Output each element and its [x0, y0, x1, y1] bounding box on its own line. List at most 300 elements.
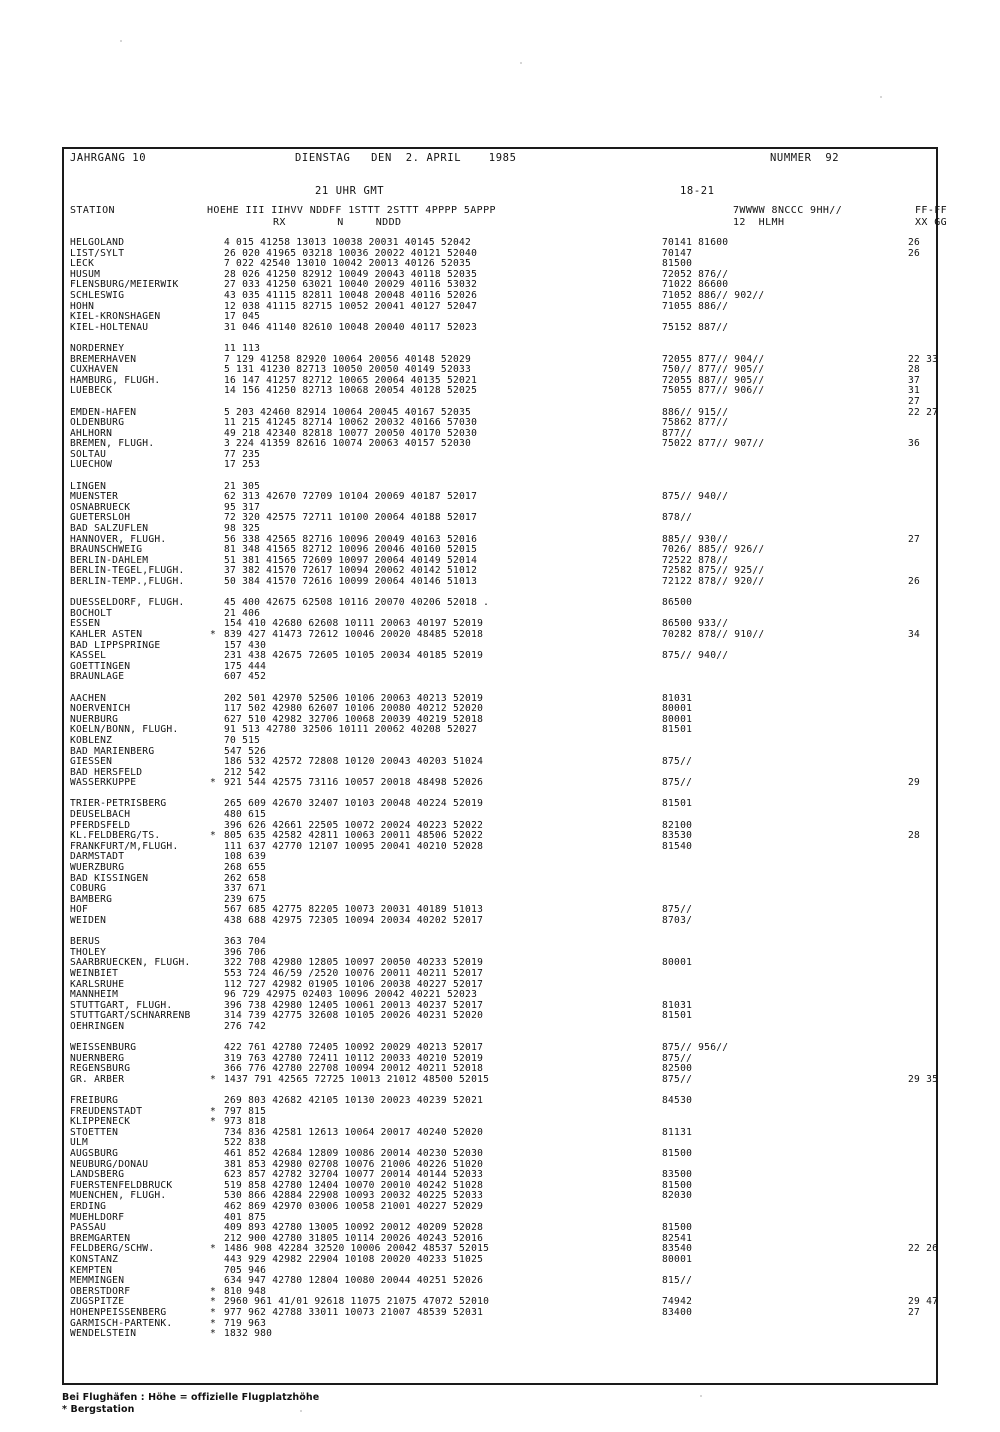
observation-groups: 363 704 [224, 936, 267, 948]
station-name: BREMERHAVEN [70, 353, 137, 365]
table-row [70, 1190, 950, 1201]
table-row [70, 947, 950, 958]
table-row [70, 1032, 950, 1043]
observation-groups: 705 946 [224, 1264, 267, 1276]
weather-cloud-groups: 885// 930// [662, 533, 729, 545]
table-row [70, 1265, 950, 1276]
weather-cloud-groups: 86500 933// [662, 618, 729, 630]
weather-cloud-groups: 83400 [662, 1306, 693, 1318]
mountain-station-marker: * [210, 1073, 217, 1085]
table-row [70, 788, 950, 799]
observation-groups: 462 869 42970 03006 10058 21001 40227 52029 [224, 1201, 484, 1213]
masthead-nummer: NUMMER 92 [770, 152, 840, 164]
observation-groups: 157 430 [224, 639, 267, 651]
station-name: BAD HERSFELD [70, 766, 143, 778]
table-row [70, 640, 950, 651]
station-name: KONSTANZ [70, 1254, 119, 1265]
mountain-station-marker: * [210, 628, 217, 640]
station-name: LIST/SYLT [70, 247, 125, 259]
table-row [70, 724, 950, 735]
table-row [70, 957, 950, 968]
station-name: BERLIN-TEGEL,FLUGH. [70, 565, 185, 577]
weather-cloud-groups: 81500 [662, 1148, 693, 1160]
weather-cloud-groups: 81031 [662, 999, 693, 1011]
column-header-right-line2: 12 HLMH [733, 216, 785, 228]
table-row [70, 926, 950, 937]
table-row [70, 385, 950, 396]
station-name: GUETERSLOH [70, 512, 131, 524]
station-name: BAD LIPPSPRINGE [70, 639, 161, 651]
observation-groups: 21 406 [224, 607, 261, 619]
table-row [70, 798, 950, 809]
station-name: KL.FELDBERG/TS. [70, 830, 161, 842]
observation-groups: 7 022 42540 13010 10042 20013 40126 52035 [224, 258, 472, 270]
weather-cloud-groups: 875// [662, 904, 693, 916]
station-name: FLENSBURG/MEIERWIK [70, 279, 179, 291]
column-header-main-line2: RX N NDDD [273, 216, 402, 228]
table-row [70, 883, 950, 894]
observation-groups: 2960 961 41/01 92618 11075 21075 47072 52010 [224, 1296, 490, 1308]
table-row [70, 851, 950, 862]
table-row [70, 1307, 950, 1318]
observation-groups: 381 853 42980 02708 10076 21006 40226 51020 [224, 1158, 484, 1170]
observation-groups: 51 381 41565 72609 10097 20064 40149 52014 [224, 554, 478, 566]
observation-groups: 62 313 42670 72709 10104 20069 40187 52017 [224, 491, 478, 503]
weather-cloud-groups: 815// [662, 1275, 693, 1287]
table-row [70, 671, 950, 682]
observation-groups: 117 502 42980 62607 10106 20080 40212 52020 [224, 703, 484, 715]
mountain-station-marker: * [210, 1243, 217, 1255]
station-name: WASSERKUPPE [70, 777, 137, 789]
observation-groups: 623 857 42782 32704 10077 20014 40144 52033 [224, 1169, 484, 1181]
observation-groups: 553 724 46/59 /2520 10076 20011 40211 52017 [224, 967, 484, 979]
table-row [70, 491, 950, 502]
station-name: KIEL-KRONSHAGEN [70, 311, 161, 323]
table-row [70, 820, 950, 831]
footnote-2: * Bergstation [62, 1404, 135, 1415]
station-name: LUEBECK [70, 385, 113, 397]
station-name: LANDSBERG [70, 1169, 125, 1181]
table-row [70, 1095, 950, 1106]
station-name: MUENCHEN, FLUGH. [70, 1190, 167, 1202]
wind-gust-values: 34 [908, 628, 921, 640]
observation-groups: 1832 980 [224, 1328, 273, 1340]
table-row [70, 1180, 950, 1191]
observation-groups: 95 317 [224, 501, 261, 513]
station-name: NUERBURG [70, 713, 119, 725]
table-row [70, 756, 950, 767]
observation-groups: 26 020 41965 03218 10036 20022 40121 52040 [224, 247, 478, 259]
table-row [70, 311, 950, 322]
observation-groups: 839 427 41473 72612 10046 20020 48485 52018 [224, 628, 484, 640]
column-header-main-line1: HOEHE III IIHVV NDDFF 1STTT 2STTT 4PPPP 5APPP [207, 205, 496, 216]
station-name: NOERVENICH [70, 703, 131, 715]
table-row [70, 364, 950, 375]
weather-cloud-groups: 875// [662, 756, 693, 768]
table-row [70, 1042, 950, 1053]
table-row [70, 629, 950, 640]
station-name: KAHLER ASTEN [70, 628, 143, 640]
table-row [70, 915, 950, 926]
table-row [70, 1106, 950, 1117]
observation-groups: 50 384 41570 72616 10099 20064 40146 51013 [224, 576, 478, 587]
weather-cloud-groups: 80001 [662, 703, 693, 715]
observation-groups: 567 685 42775 82205 10073 20031 40189 51013 [224, 904, 484, 916]
observation-groups: 11 215 41245 82714 10062 20032 40166 57030 [224, 417, 478, 429]
station-name: BAD SALZUFLEN [70, 523, 149, 535]
table-row [70, 894, 950, 905]
station-name: NUERNBERG [70, 1052, 125, 1064]
station-name: HAMBURG, FLUGH. [70, 374, 161, 386]
station-name: BERUS [70, 936, 101, 948]
mountain-station-marker: * [210, 1116, 217, 1128]
table-row [70, 343, 950, 354]
observation-groups: 45 400 42675 62508 10116 20070 40206 52018 . [224, 597, 490, 609]
table-row [70, 1318, 950, 1329]
observation-groups: 239 675 [224, 893, 267, 905]
mountain-station-marker: * [210, 830, 217, 842]
weather-cloud-groups: 82500 [662, 1063, 693, 1075]
weather-cloud-groups: 72052 876// [662, 268, 729, 280]
weather-cloud-groups: 72055 877// 904// [662, 353, 765, 365]
station-name: REGENSBURG [70, 1063, 131, 1075]
table-row [70, 248, 950, 259]
table-row [70, 841, 950, 852]
weather-cloud-groups: 875// 940// [662, 650, 729, 662]
observation-groups: 5 203 42460 82914 10064 20045 40167 52035 [224, 406, 472, 418]
observation-groups: 154 410 42680 62608 10111 20063 40197 52019 [224, 618, 484, 630]
table-row [70, 873, 950, 884]
observation-groups: 212 900 42780 31805 10114 20026 40243 52016 [224, 1232, 484, 1244]
observation-groups: 921 544 42575 73116 10057 20018 48498 52026 [224, 777, 484, 789]
observation-groups: 202 501 42970 52506 10106 20063 40213 52019 [224, 692, 484, 704]
mountain-station-marker: * [210, 1328, 217, 1340]
table-row [70, 1243, 950, 1254]
observation-groups: 212 542 [224, 766, 267, 778]
mountain-station-marker: * [210, 1317, 217, 1329]
weather-cloud-groups: 72055 887// 905// [662, 374, 765, 386]
table-row [70, 449, 950, 460]
weather-cloud-groups: 81031 [662, 692, 693, 704]
station-name: BERLIN-DAHLEM [70, 554, 149, 566]
station-name: STUTTGART, FLUGH. [70, 999, 173, 1011]
wind-gust-values: 26 [908, 576, 921, 587]
weather-cloud-groups: 83500 [662, 1169, 693, 1181]
table-row [70, 407, 950, 418]
table-row [70, 481, 950, 492]
station-name: KOELN/BONN, FLUGH. [70, 724, 179, 736]
table-row [70, 269, 950, 280]
observation-groups: 268 655 [224, 862, 267, 874]
observation-groups: 797 815 [224, 1105, 267, 1117]
table-row [70, 279, 950, 290]
observation-groups: 27 033 41250 63021 10040 20029 40116 53032 [224, 279, 478, 291]
observation-groups: 16 147 41257 82712 10065 20064 40135 52021 [224, 374, 478, 386]
observation-groups: 81 348 41565 82712 10096 20046 40160 52015 [224, 544, 478, 556]
station-name: BRAUNSCHWEIG [70, 544, 143, 556]
station-name: KEMPTEN [70, 1264, 113, 1276]
observation-groups: 96 729 42975 02403 10096 20042 40221 52023 [224, 989, 478, 1001]
table-row [70, 618, 950, 629]
weather-cloud-groups: 72582 875// 925// [662, 565, 765, 577]
weather-cloud-groups: 81500 [662, 1179, 693, 1191]
table-row [70, 512, 950, 523]
table-row [70, 396, 950, 407]
table-row [70, 650, 950, 661]
station-name: TRIER-PETRISBERG [70, 798, 167, 810]
station-name: OEHRINGEN [70, 1020, 125, 1032]
station-name: ESSEN [70, 618, 101, 630]
station-name: OBERSTDORF [70, 1285, 131, 1297]
table-row [70, 1169, 950, 1180]
station-name: LECK [70, 258, 95, 270]
wind-gust-values: 37 [908, 374, 921, 386]
station-name: BAMBERG [70, 893, 113, 905]
table-row [70, 1286, 950, 1297]
observation-groups: 977 962 42788 33011 10073 21007 48539 52031 [224, 1306, 484, 1318]
table-row [70, 587, 950, 598]
weather-cloud-groups: 84530 [662, 1095, 693, 1107]
station-name: NORDERNEY [70, 342, 125, 354]
station-name: AHLHORN [70, 427, 113, 439]
station-name: GR. ARBER [70, 1073, 125, 1085]
weather-cloud-groups: 877// [662, 427, 693, 439]
weather-cloud-groups: 72522 878// [662, 554, 729, 566]
wind-gust-values: 22 33 [908, 353, 939, 365]
wind-gust-values: 27 [908, 395, 921, 407]
table-row [70, 682, 950, 693]
wind-gust-values: 28 [908, 364, 921, 376]
observation-groups: 607 452 [224, 671, 267, 683]
table-row [70, 1296, 950, 1307]
observation-groups: 72 320 42575 72711 10100 20064 40188 52017 [224, 512, 478, 524]
station-name: KASSEL [70, 650, 107, 662]
observation-groups: 91 513 42780 32506 10111 20062 40208 52027 [224, 724, 478, 736]
station-name: BREMEN, FLUGH. [70, 438, 155, 450]
table-row [70, 746, 950, 757]
table-row [70, 544, 950, 555]
station-name: HOHN [70, 300, 95, 312]
table-row [70, 1212, 950, 1223]
station-name: GARMISCH-PARTENK. [70, 1317, 173, 1329]
header-rule-top [62, 147, 938, 149]
observation-groups: 805 635 42582 42811 10063 20011 48506 52022 [224, 830, 484, 842]
mountain-station-marker: * [210, 1105, 217, 1117]
header-rule-bottom [62, 1383, 938, 1385]
station-name: AACHEN [70, 692, 107, 704]
station-name: WEINBIET [70, 967, 119, 979]
weather-cloud-groups: 875// 956// [662, 1042, 729, 1054]
table-row [70, 1085, 950, 1096]
observation-groups: 175 444 [224, 660, 267, 672]
weather-cloud-groups: 82100 [662, 819, 693, 831]
table-row [70, 534, 950, 545]
border-rule-left [62, 147, 64, 1385]
observation-groups: 366 776 42780 22708 10094 20012 40211 52018 [224, 1063, 484, 1075]
observation-groups: 56 338 42565 82716 10096 20049 40163 52016 [224, 533, 478, 545]
station-name: SOLTAU [70, 448, 107, 460]
table-row [70, 904, 950, 915]
table-row [70, 767, 950, 778]
wind-gust-values: 27 [908, 1306, 921, 1318]
station-name: WEIDEN [70, 915, 107, 926]
table-row [70, 661, 950, 672]
station-name: HOF [70, 904, 89, 916]
station-name: FREUDENSTADT [70, 1105, 143, 1117]
station-name: BOCHOLT [70, 607, 113, 619]
table-row [70, 470, 950, 481]
station-name: PFERDSFELD [70, 819, 131, 831]
station-name: ZUGSPITZE [70, 1296, 125, 1308]
observation-groups: 7 129 41258 82920 10064 20056 40148 52029 [224, 353, 472, 365]
observation-table [70, 237, 950, 1339]
wind-gust-values: 28 [908, 830, 921, 842]
observation-groups: 396 738 42980 12405 10061 20013 40237 52017 [224, 999, 484, 1011]
observation-groups: 17 253 [224, 459, 261, 471]
station-name: BRAUNLAGE [70, 671, 125, 683]
station-name: BAD KISSINGEN [70, 872, 149, 884]
observation-groups: 3 224 41359 82616 10074 20063 40157 52030 [224, 438, 472, 450]
table-row [70, 968, 950, 979]
weather-cloud-groups: 80001 [662, 957, 693, 969]
observation-groups: 422 761 42780 72405 10092 20029 40213 52017 [224, 1042, 484, 1054]
weather-cloud-groups: 74942 [662, 1296, 693, 1308]
observation-groups: 409 893 42780 13005 10092 20012 40209 52028 [224, 1222, 484, 1234]
station-name: GOETTINGEN [70, 660, 131, 672]
observation-groups: 519 858 42780 12404 10070 20010 40242 51028 [224, 1179, 484, 1191]
observation-groups: 269 803 42682 42105 10130 20023 40239 52021 [224, 1095, 484, 1107]
station-name: EMDEN-HAFEN [70, 406, 137, 418]
weather-cloud-groups: 71022 86600 [662, 279, 729, 291]
table-row [70, 1000, 950, 1011]
table-row [70, 1159, 950, 1170]
table-row [70, 1328, 950, 1339]
table-row [70, 1148, 950, 1159]
table-row [70, 237, 950, 248]
weather-cloud-groups: 878// [662, 512, 693, 524]
mountain-station-marker: * [210, 1285, 217, 1297]
observation-groups: 265 609 42670 32407 10103 20048 40224 52019 [224, 798, 484, 810]
station-name: SCHLESWIG [70, 289, 125, 301]
wind-gust-values: 31 [908, 385, 921, 397]
observation-groups: 21 305 [224, 480, 261, 492]
observation-groups: 231 438 42675 72605 10105 20034 40185 52019 [224, 650, 484, 662]
table-row [70, 597, 950, 608]
weather-cloud-groups: 75862 877// [662, 417, 729, 429]
weather-cloud-groups: 83530 [662, 830, 693, 842]
table-row [70, 979, 950, 990]
station-name: NEUBURG/DONAU [70, 1158, 149, 1170]
masthead-date: DIENSTAG DEN 2. APRIL 1985 [295, 152, 517, 164]
observation-groups: 314 739 42775 32608 10105 20026 40231 52020 [224, 1010, 484, 1022]
station-name: KARLSRUHE [70, 978, 125, 990]
observation-groups: 401 875 [224, 1211, 267, 1223]
weather-cloud-groups: 70282 878// 910// [662, 628, 765, 640]
observation-groups: 37 382 41570 72617 10094 20062 40142 51012 [224, 565, 478, 577]
mountain-station-marker: * [210, 1296, 217, 1308]
table-row [70, 438, 950, 449]
station-name: COBURG [70, 883, 107, 895]
weather-cloud-groups: 82541 [662, 1232, 693, 1244]
table-row [70, 428, 950, 439]
weather-cloud-groups: 875// [662, 777, 693, 789]
observation-groups: 186 532 42572 72808 10120 20043 40203 51024 [224, 756, 484, 768]
table-row [70, 1127, 950, 1138]
station-name: KLIPPENECK [70, 1116, 131, 1128]
weather-cloud-groups: 80001 [662, 713, 693, 725]
wind-gust-values: 29 35 [908, 1073, 939, 1085]
observation-groups: 262 658 [224, 872, 267, 884]
mountain-station-marker: * [210, 1306, 217, 1318]
station-name: HELGOLAND [70, 237, 125, 248]
observation-groups: 438 688 42975 72305 10094 20034 40202 52017 [224, 915, 484, 926]
weather-cloud-groups: 875// [662, 1052, 693, 1064]
table-row [70, 608, 950, 619]
table-row [70, 936, 950, 947]
weather-cloud-groups: 81131 [662, 1126, 693, 1138]
table-row [70, 502, 950, 513]
table-row [70, 693, 950, 704]
station-name: FRANKFURT/M,FLUGH. [70, 840, 179, 852]
table-row [70, 1137, 950, 1148]
weather-cloud-groups: 7026/ 885// 926// [662, 544, 765, 556]
column-header-station: STATION [70, 205, 115, 216]
observation-time: 21 UHR GMT [315, 185, 385, 197]
wind-gust-values: 26 [908, 237, 921, 248]
table-row [70, 714, 950, 725]
weather-cloud-groups: 70147 [662, 247, 693, 259]
table-row [70, 989, 950, 1000]
station-name: LUECHOW [70, 459, 113, 471]
table-row [70, 1021, 950, 1032]
column-header-right-line1: 7WWWW 8NCCC 9HH// [733, 205, 843, 216]
table-row [70, 1254, 950, 1265]
wind-gust-values: 27 [908, 533, 921, 545]
observation-groups: 70 515 [224, 734, 261, 746]
footnote-1: Bei Flughäfen : Höhe = offizielle Flugplatzhöhe [62, 1392, 320, 1403]
station-name: FUERSTENFELDBRUCK [70, 1179, 173, 1191]
station-name: MEMMINGEN [70, 1275, 125, 1287]
observation-groups: 111 637 42770 12107 10095 20041 40210 52028 [224, 840, 484, 852]
weather-cloud-groups: 75055 877// 906// [662, 385, 765, 397]
observation-groups: 49 218 42340 82818 10077 20050 40170 52030 [224, 427, 478, 439]
station-name: OLDENBURG [70, 417, 125, 429]
observation-groups: 719 963 [224, 1317, 267, 1329]
table-row [70, 565, 950, 576]
weather-cloud-groups: 81500 [662, 258, 693, 270]
observation-groups: 17 045 [224, 311, 261, 323]
station-name: WENDELSTEIN [70, 1328, 137, 1340]
station-name: LINGEN [70, 480, 107, 492]
station-name: SAARBRUECKEN, FLUGH. [70, 957, 191, 969]
observation-groups: 547 526 [224, 745, 267, 757]
observation-groups: 4 015 41258 13013 10038 20031 40145 52042 [224, 237, 472, 248]
mountain-station-marker: * [210, 777, 217, 789]
weather-cloud-groups: 875// [662, 1073, 693, 1085]
wind-gust-values: 29 47 [908, 1296, 939, 1308]
weather-cloud-groups: 83540 [662, 1243, 693, 1255]
weather-cloud-groups: 81501 [662, 1010, 693, 1022]
table-row [70, 322, 950, 333]
table-row [70, 1074, 950, 1085]
observation-groups: 1437 791 42565 72725 10013 21012 48500 52015 [224, 1073, 490, 1085]
station-name: WUERZBURG [70, 862, 125, 874]
observation-groups: 276 742 [224, 1020, 267, 1032]
observation-groups: 530 866 42884 22908 10093 20032 40225 52033 [224, 1190, 484, 1202]
station-name: WEISSENBURG [70, 1042, 137, 1054]
wind-gust-values: 26 [908, 247, 921, 259]
masthead-jahrgang: JAHRGANG 10 [70, 152, 147, 164]
